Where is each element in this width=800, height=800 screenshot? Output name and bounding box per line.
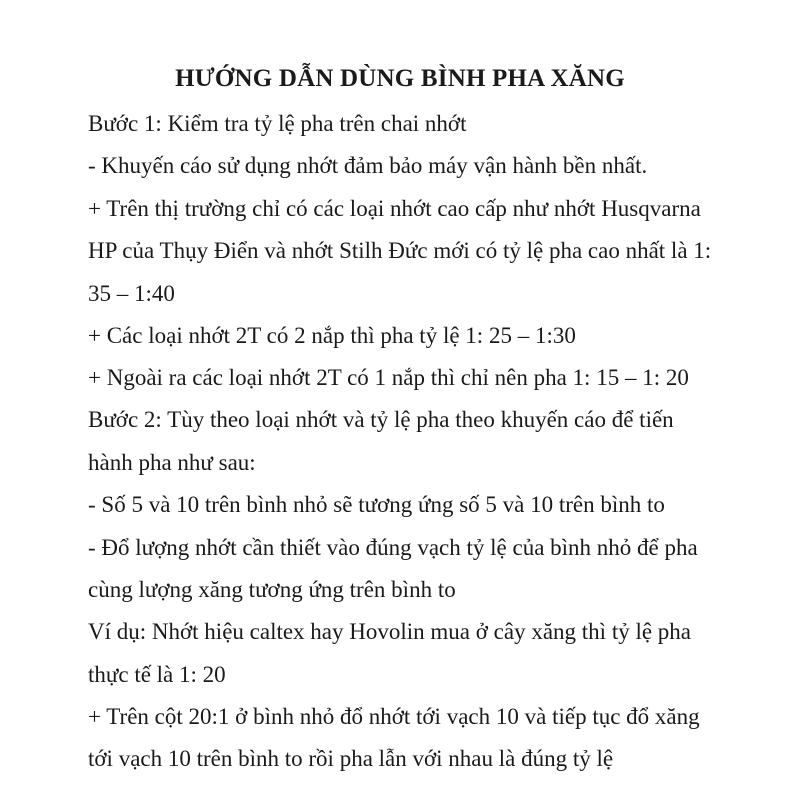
text-line: hành pha như sau: xyxy=(88,450,256,475)
bottom-fade xyxy=(0,772,800,800)
text-line: cùng lượng xăng tương ứng trên bình to xyxy=(88,577,456,602)
text-line: 35 – 1:40 xyxy=(88,281,175,306)
text-line: + Trên cột 20:1 ở bình nhỏ đổ nhớt tới vạch 10 và tiếp tục đổ xăng xyxy=(88,704,700,729)
text-line-step-2: Bước 2: Tùy theo loại nhớt và tỷ lệ pha theo khuyến cáo để tiến xyxy=(88,407,674,432)
text-line: thực tế là 1: 20 xyxy=(88,662,226,687)
text-line: HP của Thụy Điển và nhớt Stilh Đức mới có tỷ lệ pha cao nhất là 1: xyxy=(88,238,712,263)
text-line: - Khuyến cáo sử dụng nhớt đảm bảo máy vận hành bền nhất. xyxy=(88,153,648,178)
text-line: + Trên thị trường chỉ có các loại nhớt cao cấp như nhớt Husqvarna xyxy=(88,196,701,221)
text-line: - Đổ lượng nhớt cần thiết vào đúng vạch tỷ lệ của bình nhỏ để pha xyxy=(88,535,698,560)
text-line-step-1: Bước 1: Kiểm tra tỷ lệ pha trên chai nhớt xyxy=(88,111,467,136)
text-line: tới vạch 10 trên bình to rồi pha lẫn với nhau là đúng tỷ lệ xyxy=(88,746,614,771)
document-title: HƯỚNG DẪN DÙNG BÌNH PHA XĂNG xyxy=(175,65,625,92)
text-line: - Số 5 và 10 trên bình nhỏ sẽ tương ứng số 5 và 10 trên bình to xyxy=(88,492,665,517)
text-line-example: Ví dụ: Nhớt hiệu caltex hay Hovolin mua ở cây xăng thì tỷ lệ pha xyxy=(88,619,692,644)
text-line: + Ngoài ra các loại nhớt 2T có 1 nắp thì chỉ nên pha 1: 15 – 1: 20 xyxy=(88,365,689,390)
text-line: + Các loại nhớt 2T có 2 nắp thì pha tỷ lệ 1: 25 – 1:30 xyxy=(88,323,576,348)
